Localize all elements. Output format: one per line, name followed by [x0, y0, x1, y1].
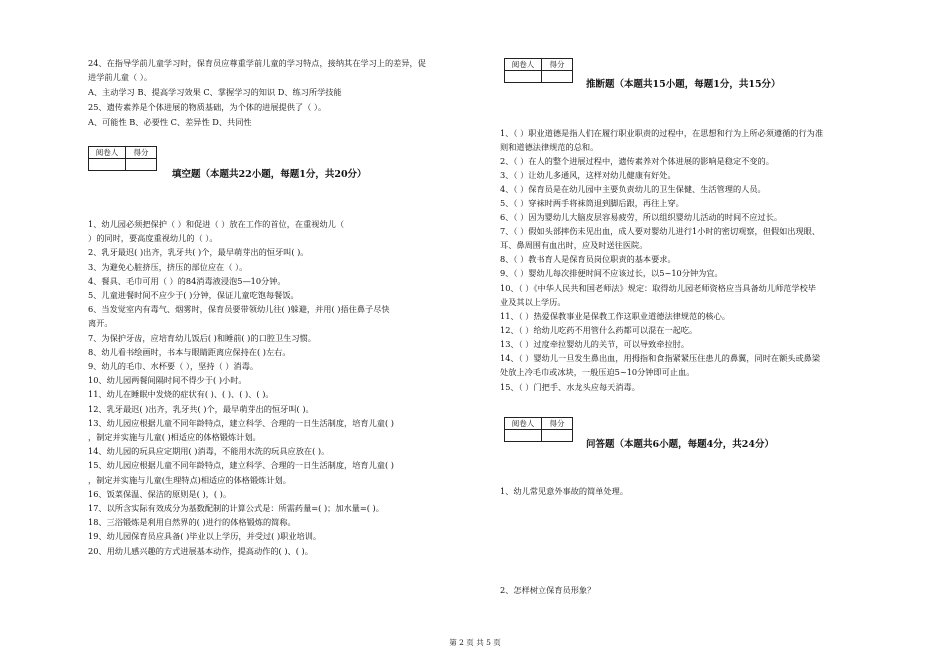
question-line: 24、在指导学前儿童学习时，保育员应尊重学前儿童的学习特点，接纳其在学习上的差异，促 — [88, 58, 426, 68]
fill-line: 20、用幼儿感兴趣的方式进展基本动作，提高动作的( )、( )。 — [88, 546, 313, 556]
judge-line: 3、（ ）让幼儿多通风，这样对幼儿健康有好处。 — [500, 170, 676, 180]
fill-line: 14、幼儿园的玩具应定期用( )消毒，不能用水洗的玩具应放在( )。 — [88, 446, 330, 456]
judge-line: 11、（ ）热爱保教事业是保教工作这职业道德法律规范的核心。 — [500, 311, 730, 321]
score-table — [504, 417, 573, 442]
reviewer-label: 阅卷人 — [505, 59, 542, 71]
reviewer-cell — [89, 159, 126, 171]
judge-line: 2、（ ）在人的整个进展过程中，遗传素养对个体进展的影响是稳定不变的。 — [500, 156, 774, 166]
score-label: 得分 — [542, 418, 573, 430]
judge-line: 9、（ ）婴幼儿每次排便时间不应该过长，以5~10分钟为宜。 — [500, 268, 723, 278]
fill-line: 16、饭菜保温、保洁的原则是( )，( )。 — [88, 489, 232, 499]
qa-question: 2、怎样树立保育员形象？ — [500, 585, 596, 595]
qa-section-title: 问答题（本题共6小题，每题4分，共24分） — [586, 439, 774, 450]
judge-line: 则和道德法律规范的总和。 — [500, 142, 599, 152]
fill-line: ）的同时，要高度重视幼儿的（ ）。 — [88, 233, 218, 243]
option-line: A、可能性 B、必要性 C、差异性 D、共同性 — [88, 117, 252, 127]
judge-line: 8、（ ）教书育人是保育员岗位职责的基本要求。 — [500, 254, 676, 264]
fill-line: 离开。 — [88, 318, 113, 328]
judge-line: 业及其以上学历。 — [500, 297, 566, 307]
judge-line: 耳、鼻周围有血出时，应及时送往医院。 — [500, 240, 648, 250]
judge-line: 14、（ ）婴幼儿一旦发生鼻出血，用拇指和食指紧紧压住患儿的鼻翼，同时在额头或鼻梁 — [500, 353, 821, 363]
fill-line: 5、儿童进餐时间不应少于( )分钟，保证儿童吃饱每餐饭。 — [88, 290, 299, 300]
fill-line: 1、幼儿园必须把保护（ ）和促进（ ）放在工作的首位，在重视幼儿（ — [88, 219, 345, 229]
judge-line: 10、（ ）《中华人民共和国老师法》规定：取得幼儿园老师资格应当具备幼儿师范学校毕 — [500, 283, 816, 293]
fill-line: ，制定并实施与儿童( )相适应的体格锻炼计划。 — [88, 432, 261, 442]
fill-line: 19、幼儿园保育员应具备( )毕业以上学历，并受过( )职业培训。 — [88, 531, 322, 541]
fill-line: 2、乳牙最迟( )出齐，乳牙共( )个，最早萌芽出的恒牙叫( )。 — [88, 247, 309, 257]
reviewer-label: 阅卷人 — [89, 147, 126, 159]
fill-line: 7、为保护牙齿，应培育幼儿饭后( )和睡前( )的口腔卫生习惯。 — [88, 333, 316, 343]
fill-line: 10、幼儿园两餐间隔时间不得少于( )小时。 — [88, 375, 247, 385]
reviewer-cell — [505, 430, 542, 442]
score-label: 得分 — [126, 147, 157, 159]
judge-line: 12、（ ）给幼儿吃药不用管什么药都可以混在一起吃。 — [500, 325, 698, 335]
fill-line: 12、乳牙最迟( )出齐，乳牙共( )个，最早萌芽出的恒牙叫( )。 — [88, 404, 314, 414]
fill-line: 9、幼儿的毛巾、水杯要（ ），坚持（ ）消毒。 — [88, 361, 259, 371]
score-cell — [126, 159, 157, 171]
fill-line: 4、餐具、毛巾可用（ ）的84消毒液浸泡5—10分钟。 — [88, 276, 286, 286]
score-label: 得分 — [542, 59, 573, 71]
judge-line: 13、（ ）过度牵拉婴幼儿的关节，可以导致牵拉肘。 — [500, 339, 690, 349]
option-line: A、主动学习 B、提高学习效果 C、掌握学习的知识 D、练习所学技能 — [88, 87, 342, 97]
judge-line: 6、（ ）因为婴幼儿大脑皮层容易疲劳，所以组织婴幼儿活动的时间不应过长。 — [500, 212, 783, 222]
fill-line: 13、幼儿园应根据儿童不同年龄特点，建立科学、合理的一日生活制度，培育儿童( ) — [88, 418, 394, 428]
fill-line: 11、幼儿在睡眠中发烧的症状有( )、( )、( )、( )。 — [88, 389, 274, 399]
question-line: 25、遗传素养是个体进展的物质基础，为个体的进展提供了（ ）。 — [88, 102, 327, 112]
score-cell — [542, 430, 573, 442]
score-cell — [542, 71, 573, 83]
qa-question: 1、幼儿常见意外事故的简单处理。 — [500, 486, 629, 496]
fill-line: 3、为避免心脏挤压，挤压的部位应在（ ）。 — [88, 262, 248, 272]
judge-line: 7、（ ）假如头部摔伤未见出血，成人要对婴幼儿进行1小时的密切观察，但假如出现眼、 — [500, 226, 821, 236]
score-table — [504, 58, 573, 83]
judge-line: 15、（ ）门把手、水龙头应每天消毒。 — [500, 382, 640, 392]
fill-section-title: 填空题（本题共22小题，每题1分，共20分） — [172, 169, 367, 180]
reviewer-cell — [505, 71, 542, 83]
fill-line: ，制定并实施与儿童(生理特点)相适应的体格锻炼计划。 — [88, 475, 291, 485]
judge-line: 4、（ ）保育员是在幼儿园中主要负责幼儿的卫生保健、生活管理的人员。 — [500, 184, 766, 194]
judge-section-title: 推断题（本题共15小题，每题1分，共15分） — [586, 79, 781, 90]
judge-line: 1、（ ）职业道德是指人们在履行职业职责的过程中，在思想和行为上所必须遵循的行为准 — [500, 128, 824, 138]
fill-line: 17、以所含实际有效成分为基数配制的计算公式是：所需药量=( )；加水量=( )。 — [88, 503, 384, 513]
page-footer: 第 2 页 共 5 页 — [449, 638, 501, 647]
judge-line: 处放上冷毛巾或冰块，一般压迫5~10分钟即可止血。 — [500, 367, 695, 377]
fill-line: 8、幼儿看书绘画时，书本与眼睛距离应保持在( )左右。 — [88, 347, 291, 357]
fill-line: 15、幼儿园应根据儿童不同年龄特点，建立科学、合理的一日生活制度，培育儿童( ) — [88, 460, 394, 470]
fill-line: 18、三浴锻炼是利用自然界的( )进行的体格锻炼的简称。 — [88, 517, 296, 527]
question-line: 进学前儿童（ ）。 — [88, 72, 153, 82]
judge-line: 5、（ ）穿袜时两手将袜筒退到脚后跟，再往上穿。 — [500, 198, 684, 208]
score-table — [88, 146, 157, 171]
reviewer-label: 阅卷人 — [505, 418, 542, 430]
fill-line: 6、当发觉室内有毒气、烟雾时，保育员要带领幼儿往( )躲避，并用( )捂住鼻子尽快 — [88, 304, 390, 314]
